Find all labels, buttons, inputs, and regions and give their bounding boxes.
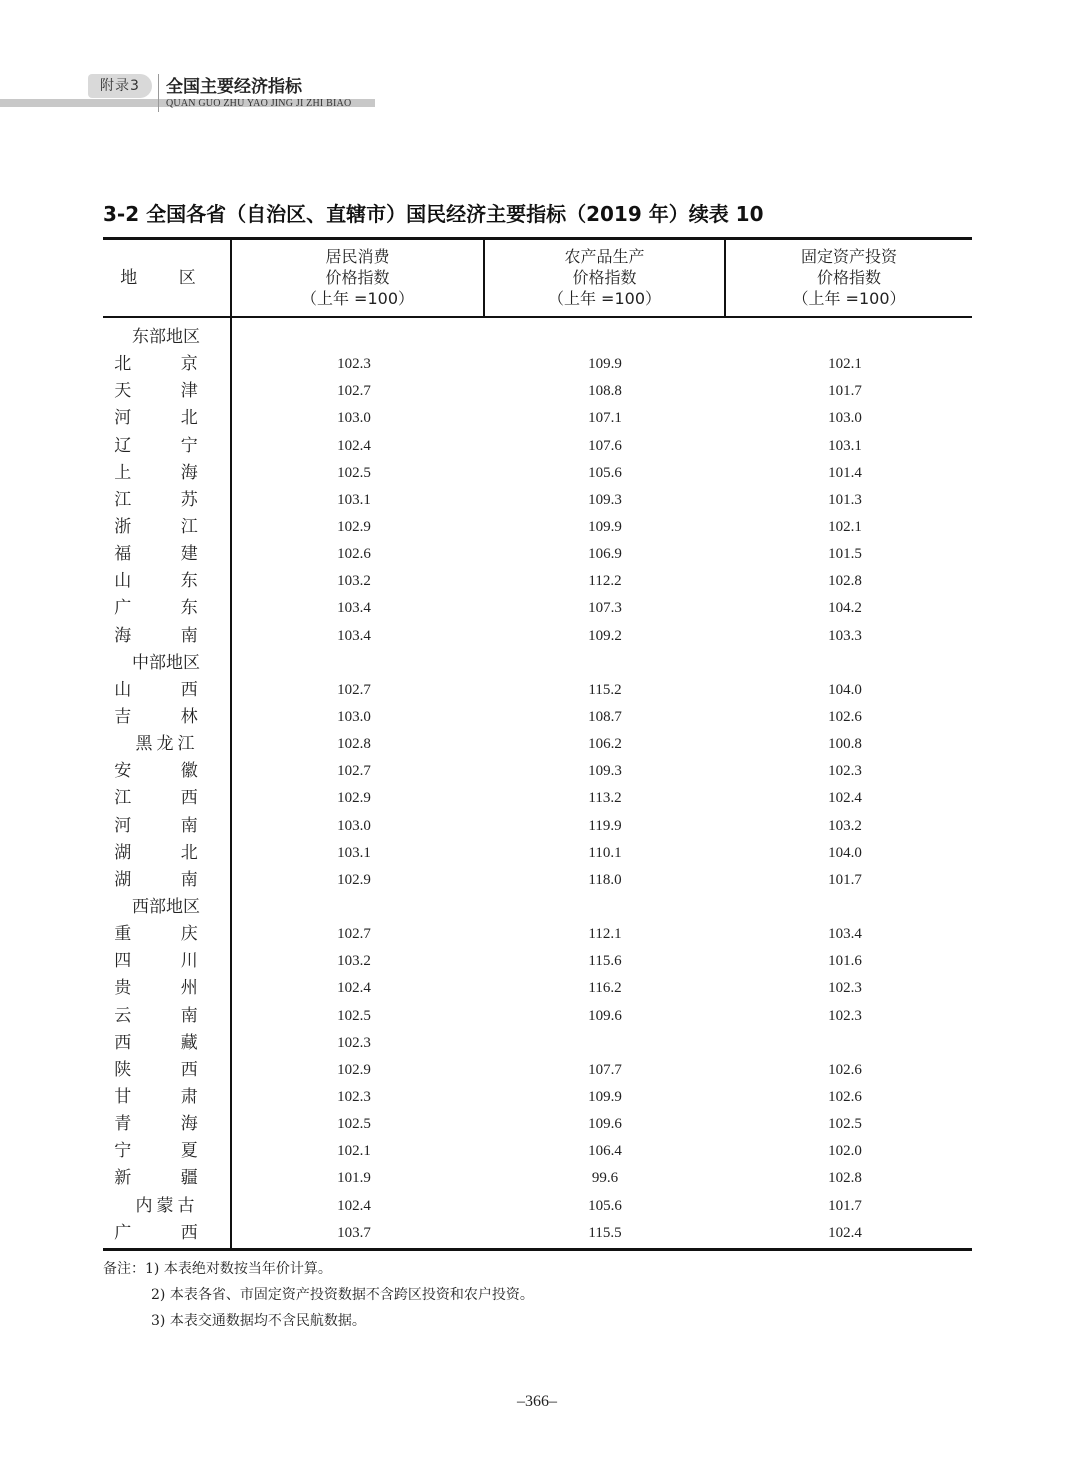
province-name: 福 建 [114, 544, 220, 565]
agri-price-value: 115.2 [588, 681, 622, 698]
investment-price-value: 102.6 [828, 1088, 862, 1105]
table-row [103, 677, 972, 704]
agri-price-value: 107.6 [588, 437, 622, 454]
table-row [103, 731, 972, 758]
cpi-column-header [232, 246, 483, 309]
header-line: （上年 =100） [547, 289, 662, 308]
table-top-rule [103, 237, 972, 240]
table-row [103, 948, 972, 975]
investment-price-value: 103.0 [828, 410, 862, 427]
cpi-value: 103.4 [337, 600, 371, 617]
table-row [103, 1030, 972, 1057]
header-line: （上年 =100） [792, 289, 906, 308]
investment-price-column-header [726, 246, 972, 309]
agri-price-value: 110.1 [588, 844, 622, 861]
agri-price-value: 109.3 [588, 491, 622, 508]
cpi-value: 103.2 [337, 953, 371, 970]
province-name: 西 藏 [114, 1032, 220, 1053]
table-body [103, 324, 972, 1247]
investment-price-value: 102.3 [828, 980, 862, 997]
table-row [103, 460, 972, 487]
agri-price-value: 107.3 [588, 600, 622, 617]
cpi-value: 101.9 [337, 1170, 371, 1187]
cpi-value: 102.3 [337, 1088, 371, 1105]
table-bottom-rule [103, 1248, 972, 1251]
notes-label: 备注： [103, 1261, 145, 1277]
table-title: 3-2 全国各省（自治区、直辖市）国民经济主要指标（2019 年）续表 10 [103, 202, 764, 226]
cpi-value: 102.9 [337, 518, 371, 535]
region-column-header: 地 区 [120, 268, 214, 288]
cpi-value: 102.3 [337, 1034, 371, 1051]
table-row [103, 487, 972, 514]
header-line: （上年 =100） [300, 289, 415, 308]
cpi-value: 102.4 [337, 1197, 371, 1214]
table-row [103, 433, 972, 460]
cpi-value: 103.7 [337, 1224, 371, 1241]
cpi-value: 102.3 [337, 356, 371, 373]
agri-price-value: 112.2 [588, 573, 622, 590]
province-name: 广 东 [114, 598, 220, 619]
agri-price-value: 109.9 [588, 356, 622, 373]
table-row [103, 405, 972, 432]
table-row [103, 1111, 972, 1138]
province-name: 云 南 [114, 1005, 220, 1026]
header-line: 价格指数 [572, 268, 637, 287]
province-name: 吉 林 [114, 706, 220, 727]
agri-price-value: 118.0 [588, 871, 622, 888]
investment-price-value: 102.8 [828, 573, 862, 590]
note-item: 1) 本表绝对数按当年价计算。 [145, 1261, 332, 1277]
agri-price-value: 109.6 [588, 1116, 622, 1133]
investment-price-value: 102.5 [828, 1116, 862, 1133]
investment-price-value: 104.2 [828, 600, 862, 617]
cpi-value: 103.2 [337, 573, 371, 590]
group-row [103, 324, 972, 351]
cpi-value: 102.4 [337, 980, 371, 997]
investment-price-value: 101.7 [828, 1197, 862, 1214]
agri-price-value: 113.2 [588, 790, 622, 807]
agri-price-value: 109.2 [588, 627, 622, 644]
province-name: 内蒙古 [135, 1195, 199, 1216]
table-row [103, 1193, 972, 1220]
cpi-value: 102.9 [337, 871, 371, 888]
investment-price-value: 101.4 [828, 464, 862, 481]
agri-price-value: 109.9 [588, 518, 622, 535]
province-name: 甘 肃 [114, 1086, 220, 1107]
agri-price-value: 109.9 [588, 1088, 622, 1105]
investment-price-value: 101.7 [828, 383, 862, 400]
notes [103, 1256, 534, 1334]
province-name: 浙 江 [114, 516, 220, 537]
agri-price-value: 108.8 [588, 383, 622, 400]
table-row [103, 1057, 972, 1084]
table-row [103, 1138, 972, 1165]
region-group-label: 西部地区 [132, 896, 200, 917]
investment-price-value: 102.3 [828, 1007, 862, 1024]
agri-price-value: 106.2 [588, 736, 622, 753]
cpi-value: 102.7 [337, 681, 371, 698]
table-row [103, 840, 972, 867]
header-line: 价格指数 [325, 268, 390, 287]
header-line: 农产品生产 [564, 247, 645, 266]
cpi-value: 102.9 [337, 1061, 371, 1078]
appendix-badge: 附录3 [88, 74, 152, 98]
cpi-value: 103.0 [337, 410, 371, 427]
table-row [103, 514, 972, 541]
province-name: 山 西 [114, 679, 220, 700]
province-name: 湖 北 [114, 842, 220, 863]
province-name: 重 庆 [114, 924, 220, 945]
agri-price-value: 105.6 [588, 1197, 622, 1214]
table-row [103, 1003, 972, 1030]
cpi-value: 102.7 [337, 763, 371, 780]
investment-price-value: 101.7 [828, 871, 862, 888]
province-name: 河 北 [114, 408, 220, 429]
agri-price-value: 106.9 [588, 546, 622, 563]
agri-price-column-header [485, 246, 724, 309]
note-item: 3) 本表交通数据均不含民航数据。 [151, 1313, 366, 1329]
province-name: 江 西 [114, 788, 220, 809]
province-name: 黑龙江 [135, 734, 199, 755]
table-row [103, 541, 972, 568]
agri-price-value: 115.6 [588, 953, 622, 970]
investment-price-value: 102.6 [828, 708, 862, 725]
province-name: 陕 西 [114, 1059, 220, 1080]
header-subtitle: QUAN GUO ZHU YAO JING JI ZHI BIAO [166, 98, 352, 109]
cpi-value: 102.7 [337, 926, 371, 943]
investment-price-value: 103.2 [828, 817, 862, 834]
investment-price-value: 101.3 [828, 491, 862, 508]
header-divider [158, 74, 159, 112]
cpi-value: 102.5 [337, 1116, 371, 1133]
agri-price-value: 99.6 [591, 1170, 619, 1187]
province-name: 青 海 [114, 1114, 220, 1135]
page-number: –366– [517, 1393, 557, 1410]
agri-price-value: 112.1 [588, 926, 622, 943]
table-row [103, 378, 972, 405]
header-title: 全国主要经济指标 [166, 77, 302, 97]
cpi-value: 102.5 [337, 1007, 371, 1024]
note-item: 2) 本表各省、市固定资产投资数据不含跨区投资和农户投资。 [151, 1287, 534, 1303]
investment-price-value: 104.0 [828, 681, 862, 698]
cpi-value: 102.5 [337, 464, 371, 481]
province-name: 宁 夏 [114, 1141, 220, 1162]
province-name: 新 疆 [114, 1168, 220, 1189]
investment-price-value: 102.6 [828, 1061, 862, 1078]
investment-price-value: 102.4 [828, 790, 862, 807]
table-row [103, 867, 972, 894]
investment-price-value: 103.3 [828, 627, 862, 644]
province-name: 海 南 [114, 625, 220, 646]
investment-price-value: 102.0 [828, 1143, 862, 1160]
cpi-value: 102.4 [337, 437, 371, 454]
table-row [103, 1220, 972, 1247]
note-line [103, 1256, 534, 1282]
province-name: 贵 州 [114, 978, 220, 999]
cpi-value: 103.1 [337, 844, 371, 861]
province-name: 安 徽 [114, 761, 220, 782]
investment-price-value: 104.0 [828, 844, 862, 861]
table-row [103, 758, 972, 785]
group-row [103, 894, 972, 921]
investment-price-value: 103.4 [828, 926, 862, 943]
investment-price-value: 102.1 [828, 518, 862, 535]
table-header-rule [103, 316, 972, 318]
province-name: 辽 宁 [114, 435, 220, 456]
cpi-value: 102.8 [337, 736, 371, 753]
agri-price-value: 115.5 [588, 1224, 622, 1241]
table-row [103, 351, 972, 378]
agri-price-value: 107.1 [588, 410, 622, 427]
province-name: 广 西 [114, 1222, 220, 1243]
cpi-value: 103.1 [337, 491, 371, 508]
investment-price-value: 102.4 [828, 1224, 862, 1241]
header-line: 价格指数 [816, 268, 881, 287]
cpi-value: 102.6 [337, 546, 371, 563]
header-line: 居民消费 [325, 247, 390, 266]
cpi-value: 102.7 [337, 383, 371, 400]
table-row [103, 704, 972, 731]
agri-price-value: 108.7 [588, 708, 622, 725]
investment-price-value: 101.6 [828, 953, 862, 970]
table-row [103, 921, 972, 948]
table-row [103, 1084, 972, 1111]
cpi-value: 103.4 [337, 627, 371, 644]
table-row [103, 568, 972, 595]
agri-price-value: 105.6 [588, 464, 622, 481]
table-row [103, 595, 972, 622]
agri-price-value: 119.9 [588, 817, 622, 834]
table-row [103, 623, 972, 650]
agri-price-value: 107.7 [588, 1061, 622, 1078]
agri-price-value: 116.2 [588, 980, 622, 997]
province-name: 江 苏 [114, 489, 220, 510]
agri-price-value: 106.4 [588, 1143, 622, 1160]
province-name: 河 南 [114, 815, 220, 836]
table-row [103, 785, 972, 812]
agri-price-value: 109.6 [588, 1007, 622, 1024]
table-row [103, 975, 972, 1002]
province-name: 湖 南 [114, 869, 220, 890]
investment-price-value: 102.8 [828, 1170, 862, 1187]
region-group-label: 东部地区 [132, 327, 200, 347]
region-group-label: 中部地区 [132, 652, 200, 673]
province-name: 四 川 [114, 951, 220, 972]
page-header [0, 70, 1074, 120]
cpi-value: 102.9 [337, 790, 371, 807]
investment-price-value: 102.3 [828, 763, 862, 780]
header-line: 固定资产投资 [800, 247, 897, 266]
province-name: 北 京 [114, 354, 220, 375]
table-row [103, 813, 972, 840]
cpi-value: 103.0 [337, 708, 371, 725]
group-row [103, 650, 972, 677]
investment-price-value: 102.1 [828, 356, 862, 373]
cpi-value: 103.0 [337, 817, 371, 834]
province-name: 天 津 [114, 381, 220, 402]
cpi-value: 102.1 [337, 1143, 371, 1160]
province-name: 山 东 [114, 571, 220, 592]
agri-price-value: 109.3 [588, 763, 622, 780]
table-row [103, 1165, 972, 1192]
province-name: 上 海 [114, 462, 220, 483]
investment-price-value: 101.5 [828, 546, 862, 563]
investment-price-value: 100.8 [828, 736, 862, 753]
investment-price-value: 103.1 [828, 437, 862, 454]
